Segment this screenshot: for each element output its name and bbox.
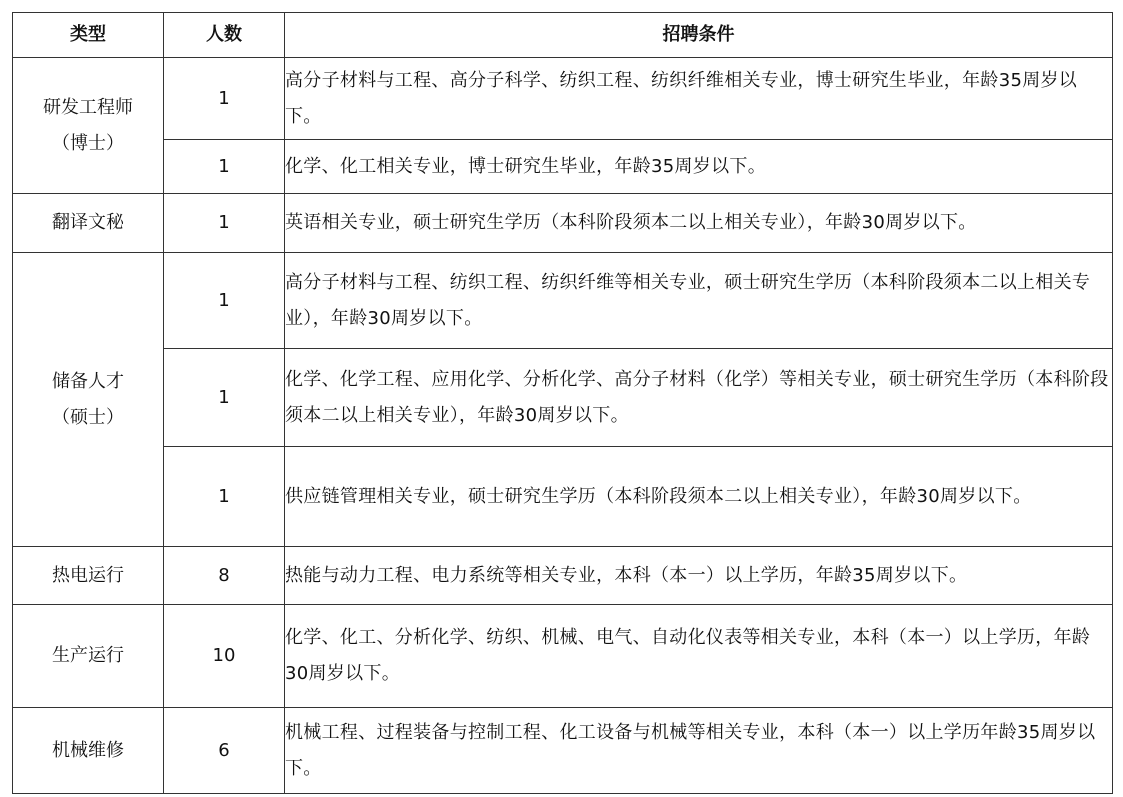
- condition-cell: 高分子材料与工程、纺织工程、纺织纤维等相关专业，硕士研究生学历（本科阶段须本二以上相关专业），年龄30周岁以下。: [285, 253, 1113, 349]
- table-row: [13, 58, 1113, 140]
- count-cell: 1: [164, 447, 285, 547]
- count-cell: 1: [164, 140, 285, 194]
- type-cell: [13, 605, 164, 708]
- type-cell: [13, 58, 164, 194]
- condition-cell: 机械工程、过程装备与控制工程、化工设备与机械等相关专业，本科（本一）以上学历年龄35周岁以下。: [285, 708, 1113, 794]
- table-row: [13, 140, 1113, 194]
- type-degree: （博士）: [52, 132, 124, 154]
- header-type: 类型: [13, 13, 164, 58]
- count-cell: 1: [164, 253, 285, 349]
- type-name: 翻译文秘: [52, 212, 124, 233]
- type-cell: [13, 708, 164, 794]
- table-row: [13, 547, 1113, 605]
- condition-cell: 化学、化学工程、应用化学、分析化学、高分子材料（化学）等相关专业，硕士研究生学历（本科阶段须本二以上相关专业），年龄30周岁以下。: [285, 349, 1113, 447]
- table-row: [13, 605, 1113, 708]
- condition-cell: 化学、化工相关专业，博士研究生毕业，年龄35周岁以下。: [285, 140, 1113, 194]
- type-name: 生产运行: [52, 645, 124, 666]
- table-row: [13, 447, 1113, 547]
- count-cell: 8: [164, 547, 285, 605]
- condition-cell: 供应链管理相关专业，硕士研究生学历（本科阶段须本二以上相关专业），年龄30周岁以下。: [285, 447, 1113, 547]
- type-name: 研发工程师: [43, 96, 133, 118]
- table-header-row: [13, 13, 1113, 58]
- type-cell: [13, 194, 164, 253]
- condition-cell: 热能与动力工程、电力系统等相关专业，本科（本一）以上学历，年龄35周岁以下。: [285, 547, 1113, 605]
- count-cell: 1: [164, 349, 285, 447]
- table-row: [13, 194, 1113, 253]
- count-cell: 1: [164, 58, 285, 140]
- condition-cell: 英语相关专业，硕士研究生学历（本科阶段须本二以上相关专业），年龄30周岁以下。: [285, 194, 1113, 253]
- type-name: 储备人才: [52, 370, 124, 392]
- type-degree: （硕士）: [52, 406, 124, 428]
- type-name: 机械维修: [52, 739, 124, 761]
- condition-cell: 高分子材料与工程、高分子科学、纺织工程、纺织纤维相关专业，博士研究生毕业，年龄35周岁以下。: [285, 58, 1113, 140]
- type-cell: [13, 547, 164, 605]
- type-cell: [13, 253, 164, 547]
- recruitment-table: [12, 12, 1113, 794]
- header-count: 人数: [164, 13, 285, 58]
- condition-cell: 化学、化工、分析化学、纺织、机械、电气、自动化仪表等相关专业，本科（本一）以上学历，年龄30周岁以下。: [285, 605, 1113, 708]
- count-cell: 1: [164, 194, 285, 253]
- type-name: 热电运行: [52, 564, 124, 586]
- count-cell: 6: [164, 708, 285, 794]
- table-row: [13, 349, 1113, 447]
- table-row: [13, 253, 1113, 349]
- count-cell: 10: [164, 605, 285, 708]
- table-row: [13, 708, 1113, 794]
- header-conditions: 招聘条件: [285, 13, 1113, 58]
